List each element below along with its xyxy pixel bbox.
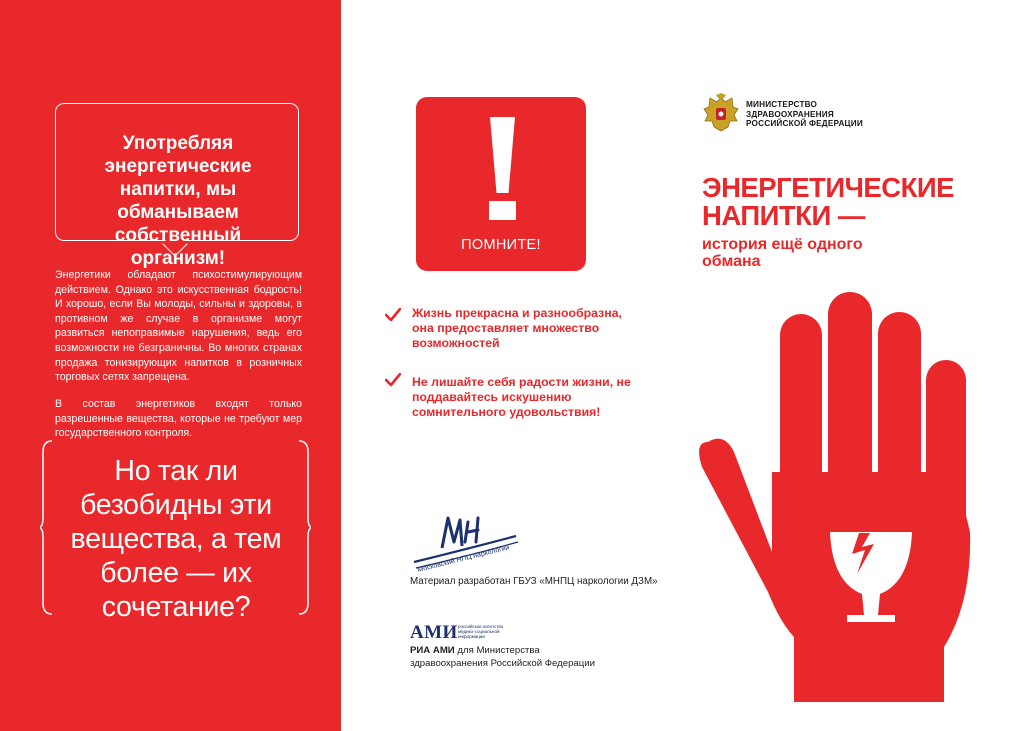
- stop-hand-icon: [694, 292, 984, 712]
- intro-paragraph: Энергетики обладают психостимулирующим действием. Однако это искусственная бодрость! И хорошо, если Вы молоды, сильны и здоровы, в противном же случае в организме могут развиться непоправимые нарушения, ведь его возможности не безграничны. Во многих странах продажа тонизирующих напитков в розничных торговых сетях запрещена.: [55, 269, 302, 384]
- ami-caption-rest: для Министерства здравоохранения Российской Федерации: [410, 645, 595, 669]
- left-brace-icon: [40, 440, 54, 615]
- ami-caption-bold: РИА АМИ: [410, 645, 455, 656]
- composition-paragraph: В состав энергетиков входят только разрешенные вещества, которые не требуют мер государственного контроля.: [55, 398, 302, 440]
- mnpc-caption: Материал разработан ГБУЗ «МНПЦ наркологии ДЗМ»: [410, 576, 658, 587]
- tip-item: Жизнь прекрасна и разнообразна, она предоставляет множество возможностей: [412, 306, 622, 350]
- ami-logo-tagline: российское агентство медико-социальной информации: [458, 624, 504, 639]
- right-brace-icon: [297, 440, 311, 615]
- ami-logo: АМИ: [410, 622, 458, 643]
- mnpc-logo: [408, 512, 523, 574]
- tip-item: Не лишайте себя радости жизни, не поддавайтесь искушению сомнительного удовольствия!: [412, 375, 631, 419]
- ministry-line-3: РОССИЙСКОЙ ФЕДЕРАЦИИ: [746, 119, 863, 129]
- mnpc-logo-text: Московский НПЦ наркологии: [416, 544, 511, 574]
- ministry-line-1: МИНИСТЕРСТВО: [746, 100, 818, 109]
- rhetorical-question: Но так ли безобидны эти вещества, а тем более — их сочетание?: [70, 455, 282, 623]
- remember-label: ПОМНИТЕ!: [461, 237, 541, 253]
- ministry-line-2: ЗДРАВООХРАНЕНИЯ: [746, 109, 834, 119]
- bubble-headline: Употребляя энергетические напитки, мы обманываем собственный организм!: [104, 133, 252, 269]
- checkmark-icon: [385, 373, 401, 387]
- coat-of-arms-icon: [702, 93, 740, 135]
- ministry-name: [746, 100, 863, 129]
- ami-caption: [410, 645, 620, 670]
- sub-title: история ещё одного обмана: [702, 236, 863, 270]
- exclamation-dot: [489, 201, 516, 220]
- checkmark-icon: [385, 308, 401, 322]
- main-title: ЭНЕРГЕТИЧЕСКИЕ НАПИТКИ —: [702, 172, 955, 231]
